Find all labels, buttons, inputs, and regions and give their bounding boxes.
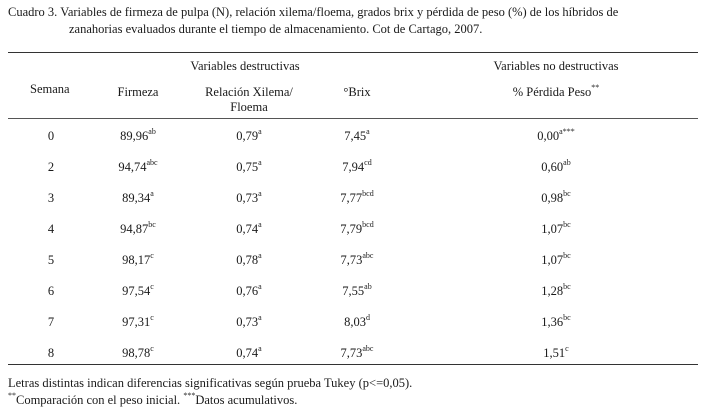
header-rule xyxy=(8,118,698,119)
cell-perdida: 0,98$^{bc}$ xyxy=(541,188,571,205)
cell-firmeza: 97,31$^c$ xyxy=(122,312,154,329)
cell-brix: 7,77$^{bcd}$ xyxy=(340,188,374,205)
cell-firmeza: 89,34$^a$ xyxy=(122,188,154,205)
cell-relacion: 0,74$^a$ xyxy=(236,343,262,360)
cell-relacion: 0,78$^a$ xyxy=(236,250,262,267)
cell-perdida: 1,51$^c$ xyxy=(543,343,569,360)
cell-brix: 7,45$^a$ xyxy=(344,126,370,143)
group-header-nondestructive: Variables no destructivas xyxy=(493,59,619,73)
cell-firmeza: 97,54$^c$ xyxy=(122,281,154,298)
top-rule xyxy=(8,52,698,53)
cell-perdida: 1,28$^{bc}$ xyxy=(541,281,571,298)
cell-relacion: 0,74$^a$ xyxy=(236,219,262,236)
cell-perdida: 0,60$^{ab}$ xyxy=(541,157,571,174)
cell-firmeza: 89,96$^{ab}$ xyxy=(120,126,156,143)
cell-brix: 8,03$^d$ xyxy=(344,312,370,329)
cell-brix: 7,94$^{cd}$ xyxy=(342,157,372,174)
cell-semana: 8 xyxy=(47,346,55,360)
group-header-destructive: Variables destructivas xyxy=(190,59,300,73)
header-relacion-line1: Relación Xilema/ xyxy=(205,85,293,99)
cell-semana: 5 xyxy=(47,253,55,267)
cell-relacion: 0,76$^a$ xyxy=(236,281,262,298)
cell-perdida: 1,07$^{bc}$ xyxy=(541,250,571,267)
caption-line-2: zanahorias evaluados durante el tiempo de almacenamiento. Cot de Cartago, 2007. xyxy=(69,22,483,36)
footnote-line-2: **Comparación con el peso inicial. ***Datos acumulativos. xyxy=(8,390,298,407)
cell-relacion: 0,73$^a$ xyxy=(236,188,262,205)
cell-semana: 6 xyxy=(47,284,55,298)
header-firmeza: Firmeza xyxy=(117,85,159,99)
cell-firmeza: 98,17$^c$ xyxy=(122,250,154,267)
cell-semana: 2 xyxy=(47,160,55,174)
footnote-line-1: Letras distintas indican diferencias significativas según prueba Tukey (p<=0,05). xyxy=(8,376,413,390)
header-perdida: % Pérdida Peso** xyxy=(512,82,600,99)
cell-relacion: 0,79$^a$ xyxy=(236,126,262,143)
cell-firmeza: 94,74$^{abc}$ xyxy=(118,157,158,174)
cell-relacion: 0,73$^a$ xyxy=(236,312,262,329)
cell-brix: 7,55$^{ab}$ xyxy=(342,281,372,298)
header-brix: °Brix xyxy=(343,85,371,99)
cell-firmeza: 94,87$^{bc}$ xyxy=(120,219,156,236)
bottom-rule xyxy=(8,364,698,365)
cell-semana: 3 xyxy=(47,191,55,205)
cell-perdida: 1,36$^{bc}$ xyxy=(541,312,571,329)
cell-perdida: 1,07$^{bc}$ xyxy=(541,219,571,236)
cell-firmeza: 98,78$^c$ xyxy=(122,343,154,360)
cell-brix: 7,73$^{abc}$ xyxy=(340,250,374,267)
cell-perdida: $0,00^{a***}$ xyxy=(537,126,575,143)
table-caption xyxy=(8,4,698,38)
caption-line-1: Cuadro 3. Variables de firmeza de pulpa (N), relación xilema/floema, grados brix y pérdida de peso (%) de los híbridos de xyxy=(8,5,619,19)
header-relacion-line2: Floema xyxy=(230,100,268,114)
cell-semana: 0 xyxy=(47,129,55,143)
cell-brix: 7,73$^{abc}$ xyxy=(340,343,374,360)
cell-brix: 7,79$^{bcd}$ xyxy=(340,219,374,236)
cell-semana: 7 xyxy=(47,315,55,329)
header-semana: Semana xyxy=(30,82,70,96)
cell-relacion: 0,75$^a$ xyxy=(236,157,262,174)
cell-semana: 4 xyxy=(47,222,55,236)
